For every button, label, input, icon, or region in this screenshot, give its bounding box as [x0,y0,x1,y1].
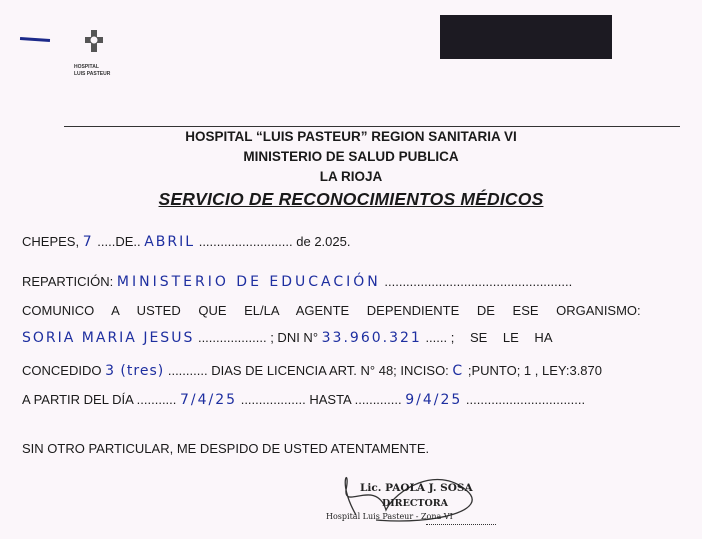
hospital-logo [74,22,124,82]
dni-value: 33.960.321 [321,330,422,346]
header-line2: MINISTERIO DE SALUD PUBLICA [243,149,459,164]
punto-text: ;PUNTO; 1 , LEY:3.870 [467,363,602,378]
concedido-label: CONCEDIDO [22,363,102,378]
reparticion-value: MINISTERIO DE EDUCACIÓN [116,274,381,290]
header-line1: HOSPITAL “LUIS PASTEUR” REGION SANITARIA VI [185,129,517,144]
signature-dotted-line [426,524,496,525]
a-partir-label: A PARTIR DEL DÍA [22,392,134,407]
period-line: A PARTIR DEL DÍA ........... 7/4/25 .................. HASTA ............. 9/4/25 ................................. [22,392,586,408]
date-line: CHEPES, 7 .....DE.. ABRIL .......................... de 2.025. [22,234,351,250]
closing-line: SIN OTRO PARTICULAR, ME DESPIDO DE USTED ATENTAMENTE. [22,441,430,456]
from-date-value: 7/4/25 [180,392,238,408]
logo-line2: LUIS PASTEUR [74,71,111,77]
day-value: 7 [82,234,94,250]
signatory-name: Lic. PAOLA J. SOSA [360,482,473,494]
document-title: SERVICIO DE RECONOCIMIENTOS MÉDICOS [158,189,544,209]
pen-mark [20,37,50,42]
concedido-line: CONCEDIDO 3 (tres) ........... DIAS DE LICENCIA ART. N° 48; INCISO: C ;PUNTO; 1 , LEY:3.870 [22,363,602,379]
signatory-role: DIRECTORA [382,498,448,509]
signatory-org: Hospital Luis Pasteur - Zona VI [326,512,453,521]
signature-stamp [316,470,506,536]
hasta-label: HASTA [309,392,352,407]
dias-text: DIAS DE LICENCIA ART. N° 48; INCISO: [211,363,449,378]
year-label: de 2.025. [296,234,351,249]
de-label: DE [115,234,134,249]
dni-label: ; DNI N° [270,330,319,345]
se-le-ha-label: ; SE LE HA [450,330,553,345]
reparticion-line: REPARTICIÓN: MINISTERIO DE EDUCACIÓN .................................................... [22,274,573,290]
redacted-block [440,15,612,59]
agent-name-value: SORIA MARIA JESUS [22,330,195,346]
to-date-value: 9/4/25 [405,392,463,408]
month-value: ABRIL [144,234,196,250]
reparticion-label: REPARTICIÓN: [22,274,114,289]
comunico-line: COMUNICO A USTED QUE EL/LA AGENTE DEPENDIENTE DE ESE ORGANISMO: [22,303,641,318]
days-value: 3 (tres) [105,363,165,379]
header-rule [64,126,680,127]
agent-line: SORIA MARIA JESUS ................... ; DNI N° 33.960.321 ...... ; SE LE HA [22,330,553,346]
inciso-value: C [452,363,465,379]
hospital-cross-icon [82,28,106,58]
logo-line1: HOSPITAL [74,64,99,70]
place-label: CHEPES, [22,234,80,249]
header-line3: LA RIOJA [319,169,383,184]
